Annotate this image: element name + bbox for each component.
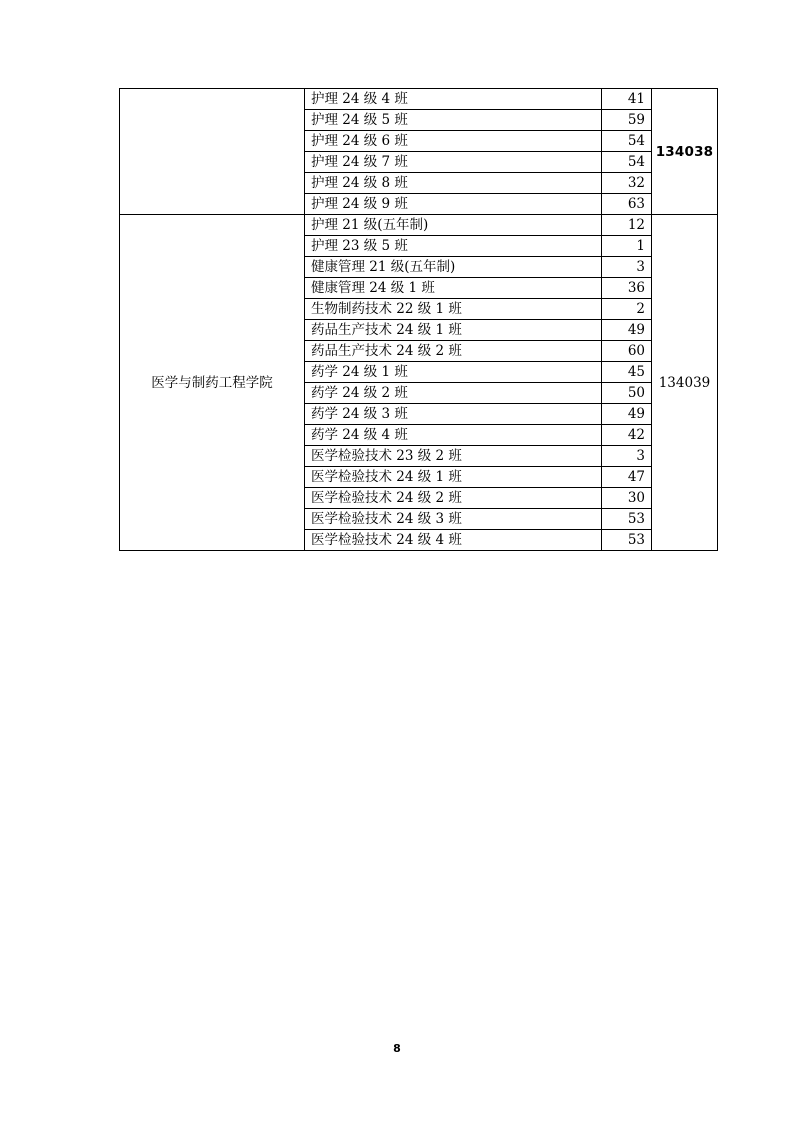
class-name-cell: 医学检验技术 24 级 1 班 (305, 467, 602, 488)
student-count-cell: 63 (602, 194, 652, 215)
table-body (120, 89, 718, 551)
class-name-cell: 药品生产技术 24 级 2 班 (305, 341, 602, 362)
class-name-cell: 药学 24 级 2 班 (305, 383, 602, 404)
student-count-cell: 49 (602, 320, 652, 341)
exam-code-cell: 134038 (652, 89, 718, 215)
student-count-cell: 12 (602, 215, 652, 236)
class-name-cell: 药品生产技术 24 级 1 班 (305, 320, 602, 341)
student-count-cell: 54 (602, 152, 652, 173)
student-count-cell: 2 (602, 299, 652, 320)
class-name-cell: 护理 24 级 9 班 (305, 194, 602, 215)
student-count-cell: 53 (602, 530, 652, 551)
class-name-cell: 护理 24 级 8 班 (305, 173, 602, 194)
class-name-cell: 护理 24 级 7 班 (305, 152, 602, 173)
class-name-cell: 生物制药技术 22 级 1 班 (305, 299, 602, 320)
student-count-cell: 41 (602, 89, 652, 110)
college-cell: 医学与制药工程学院 (120, 215, 305, 551)
table-row (120, 215, 718, 236)
class-name-cell: 健康管理 24 级 1 班 (305, 278, 602, 299)
student-count-cell: 36 (602, 278, 652, 299)
class-name-cell: 医学检验技术 24 级 3 班 (305, 509, 602, 530)
student-count-cell: 59 (602, 110, 652, 131)
class-name-cell: 护理 24 级 4 班 (305, 89, 602, 110)
student-count-cell: 3 (602, 257, 652, 278)
class-enrollment-table (119, 88, 718, 551)
student-count-cell: 53 (602, 509, 652, 530)
class-name-cell: 医学检验技术 24 级 2 班 (305, 488, 602, 509)
class-name-cell: 药学 24 级 1 班 (305, 362, 602, 383)
class-name-cell: 护理 24 级 6 班 (305, 131, 602, 152)
student-count-cell: 3 (602, 446, 652, 467)
class-name-cell: 健康管理 21 级(五年制) (305, 257, 602, 278)
student-count-cell: 32 (602, 173, 652, 194)
class-name-cell: 护理 21 级(五年制) (305, 215, 602, 236)
class-name-cell: 护理 24 级 5 班 (305, 110, 602, 131)
class-name-cell: 医学检验技术 24 级 4 班 (305, 530, 602, 551)
page-number: 8 (393, 1042, 401, 1055)
student-count-cell: 45 (602, 362, 652, 383)
exam-code-cell: 134039 (652, 215, 718, 551)
class-name-cell: 药学 24 级 4 班 (305, 425, 602, 446)
student-count-cell: 60 (602, 341, 652, 362)
student-count-cell: 42 (602, 425, 652, 446)
college-cell (120, 89, 305, 215)
student-count-cell: 54 (602, 131, 652, 152)
table-row (120, 89, 718, 110)
class-name-cell: 医学检验技术 23 级 2 班 (305, 446, 602, 467)
student-count-cell: 50 (602, 383, 652, 404)
student-count-cell: 30 (602, 488, 652, 509)
student-count-cell: 47 (602, 467, 652, 488)
class-name-cell: 药学 24 级 3 班 (305, 404, 602, 425)
student-count-cell: 49 (602, 404, 652, 425)
class-name-cell: 护理 23 级 5 班 (305, 236, 602, 257)
student-count-cell: 1 (602, 236, 652, 257)
